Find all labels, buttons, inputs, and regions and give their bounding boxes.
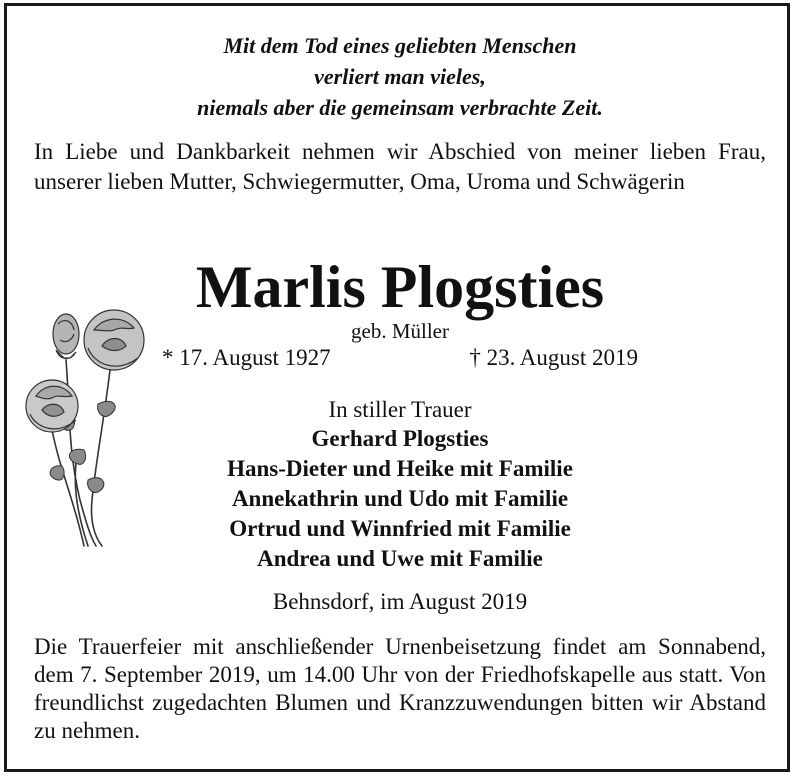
deceased-name: Marlis Plogsties (195, 254, 605, 320)
mourner-name: Andrea und Uwe mit Familie (257, 546, 543, 571)
mourner-name: Annekathrin und Udo mit Familie (231, 486, 569, 511)
mourner-name: Gerhard Plogsties (311, 426, 489, 451)
mourner-name: Hans-Dieter und Heike mit Familie (227, 456, 573, 481)
mourners-list (0, 424, 800, 574)
death-date: † 23. August 2019 (469, 345, 638, 370)
motto-line-2: verliert man vieles, (314, 64, 486, 89)
intro-text: In Liebe und Dankbarkeit nehmen wir Abschied von meiner lieben Frau, unserer lieben Mutter, Schwiegermutter, Oma, Uroma und Schwägerin (34, 139, 766, 194)
birth-date: * 17. August 1927 (162, 345, 331, 370)
mourning-heading: In stiller Trauer (328, 397, 472, 422)
place-date: Behnsdorf, im August 2019 (272, 589, 528, 614)
funeral-notice: Die Trauerfeier mit anschließender Urnenbeisetzung findet am Sonnabend, dem 7. September 2019, um 14.00 Uhr von der Friedhofskapelle aus statt. Von freundlichst zugedachten Blumen und Kranzzuwendungen bitten wir Abstand zu nehmen. (34, 634, 766, 743)
birth-name: geb. Müller (351, 319, 449, 343)
motto (0, 30, 800, 123)
mourner-name: Ortrud und Winnfried mit Familie (229, 516, 571, 541)
motto-line-1: Mit dem Tod eines geliebten Menschen (223, 33, 577, 58)
motto-line-3: niemals aber die gemeinsam verbrachte Zeit. (197, 95, 603, 120)
